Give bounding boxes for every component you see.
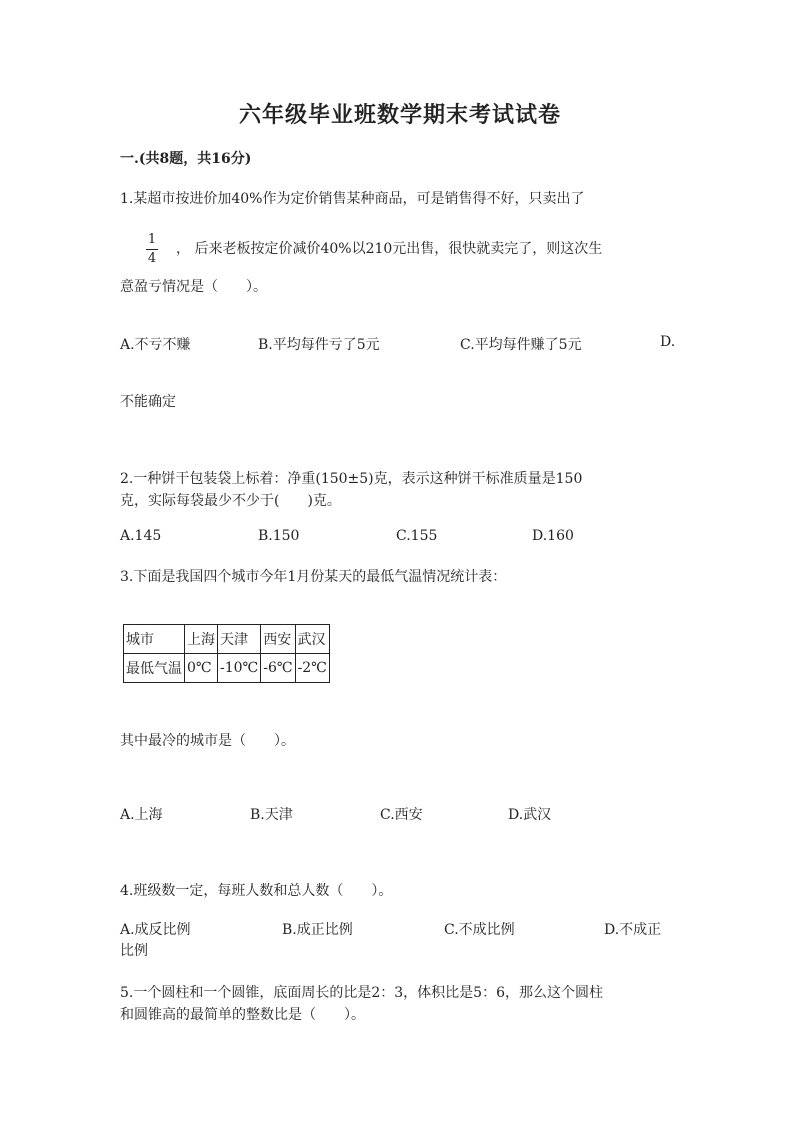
q3-text-line-2: 其中最冷的城市是（ ）。 (120, 733, 295, 749)
q1-option-d-continued: 不能确定 (120, 394, 176, 410)
q1-text-line-2: ， 后来老板按定价减价40%以210元出售，很快就卖完了，则这次生 (176, 241, 603, 257)
q1-fraction-bar (146, 249, 158, 250)
q1-option-d[interactable]: D. (660, 334, 676, 350)
q4-option-d-continued: 比例 (120, 943, 148, 959)
q3-option-b[interactable]: B.天津 (250, 807, 293, 823)
q3-option-d[interactable]: D.武汉 (508, 807, 552, 823)
table-cell: -2℃ (295, 654, 329, 683)
table-cell: 城市 (124, 625, 185, 654)
q1-text-line-1: 1.某超市按进价加40%作为定价销售某种商品，可是销售得不好，只卖出了 (120, 191, 585, 207)
q4-option-b[interactable]: B.成正比例 (282, 922, 353, 938)
q2-option-a[interactable]: A.145 (120, 528, 162, 544)
table-cell: 0℃ (185, 654, 218, 683)
q3-option-c[interactable]: C.西安 (380, 807, 423, 823)
q1-fraction-numerator: 1 (147, 232, 157, 247)
q1-fraction-denominator: 4 (147, 251, 157, 266)
q3-text-line-1: 3.下面是我国四个城市今年1月份某天的最低气温情况统计表： (120, 569, 507, 585)
q5-text-line-1: 5.一个圆柱和一个圆锥，底面周长的比是2：3，体积比是5：6，那么这个圆柱 (120, 985, 603, 1001)
temperature-table (123, 624, 330, 683)
q1-option-a[interactable]: A.不亏不赚 (120, 337, 191, 353)
page-title: 六年级毕业班数学期末考试试卷 (238, 102, 561, 128)
q2-text-line-1: 2.一种饼干包装袋上标着：净重(150±5)克，表示这种饼干标准质量是150 (120, 471, 583, 487)
table-header-row (124, 625, 330, 654)
table-cell: -6℃ (261, 654, 295, 683)
q2-option-b[interactable]: B.150 (258, 528, 300, 544)
q1-fraction (146, 232, 158, 267)
q5-text-line-2: 和圆锥高的最简单的整数比是（ ）。 (120, 1007, 365, 1023)
table-cell: -10℃ (218, 654, 261, 683)
table-cell: 武汉 (295, 625, 329, 654)
q4-option-a[interactable]: A.成反比例 (120, 922, 191, 938)
table-row (124, 654, 330, 683)
q1-text-line-3: 意盈亏情况是（ ）。 (120, 279, 267, 295)
q4-option-d[interactable]: D.不成正 (604, 922, 662, 938)
q4-option-c[interactable]: C.不成比例 (444, 922, 515, 938)
q1-option-c[interactable]: C.平均每件赚了5元 (460, 337, 582, 353)
section-heading: 一.(共8题，共16分) (120, 151, 252, 167)
table-cell: 西安 (261, 625, 295, 654)
q2-option-c[interactable]: C.155 (396, 528, 438, 544)
table-cell: 上海 (185, 625, 218, 654)
q3-option-a[interactable]: A.上海 (120, 807, 163, 823)
q2-option-d[interactable]: D.160 (532, 528, 574, 544)
table-cell: 天津 (218, 625, 261, 654)
q1-option-b[interactable]: B.平均每件亏了5元 (258, 337, 380, 353)
q4-text-line-1: 4.班级数一定，每班人数和总人数（ ）。 (120, 883, 393, 899)
q2-text-line-2: 克，实际每袋最少不少于( )克。 (120, 493, 341, 509)
table-cell: 最低气温 (124, 654, 185, 683)
